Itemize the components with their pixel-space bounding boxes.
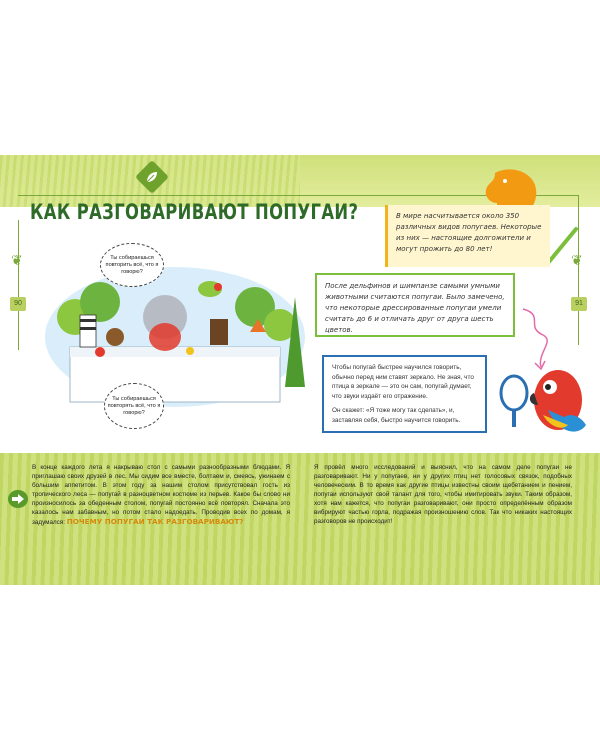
page-number-left: 90	[10, 297, 26, 311]
book-spread	[0, 155, 600, 585]
frame-line-left-vertical	[18, 220, 19, 350]
body-text-right: Я провёл много исследований и выяснил, что на самом деле попугаи не разговаривают. Ни у попугаев, ни у других птиц нет голосовых связок, подобных человеческим. В то время как другие птицы известны своим щебетанием и пением, попугаи используют свой талант для того, чтобы имитировать звуки. Таким образом, хотя нам кажется, что попугаи разговаривают, они просто определённым образом вибрируют частью горла, подражая произношению слов. Так что никаких настоящих разговоров не происходит!	[314, 464, 572, 525]
frame-line-right-vertical	[578, 195, 579, 345]
sprig-icon-right: ❦	[571, 252, 583, 268]
speech-bubble-bottom: Ты собираешься повторять всё, что я говорю?	[104, 383, 164, 429]
page-number-right: 91	[571, 297, 587, 311]
body-left-text: В конце каждого лета я накрываю стол с самыми разнообразными блюдами. Я приглашаю своих друзей в лес. Мы сидим все вместе, болтаем и, смеясь, ужинаем с большим аппетитом. В этом году за нашим столом присутствовал гость из тропического леса — попугай в разноцветном костюме из перьев. Какое бы слово ни произносилось за обеденным столом, попугай постоянно всё повторял. Сначала это казалось нам забавным, но потом стало надоедать. Проводив всех по домам, я задумался:	[32, 464, 290, 526]
parrot-with-mirror-illustration	[488, 355, 593, 445]
speech-bubble-top: Ты собираешься повторить всё, что я говорю?	[100, 243, 164, 287]
body-text-left	[32, 463, 290, 527]
forest-dinner-illustration	[40, 237, 310, 437]
page-title: КАК РАЗГОВАРИВАЮТ ПОПУГАИ?	[30, 200, 359, 224]
arrow-right-icon	[8, 490, 28, 508]
body-left-highlight: ПОЧЕМУ ПОПУГАИ ТАК РАЗГОВАРИВАЮТ?	[66, 517, 244, 526]
fact-card-mirror	[322, 355, 487, 433]
sprig-icon-left: ❦	[11, 252, 23, 268]
fact-mirror-paragraph-1: Чтобы попугай быстрее научился говорить, обычно перед ним ставят зеркало. Не зная, что птица в зеркале — это он сам, попугай думает, что звуки издаёт его отражение.	[332, 364, 474, 400]
fact-mirror-paragraph-2: Он скажет: «Я тоже могу так сделать», и, заставляя себя, быстро научится говорить.	[332, 407, 461, 424]
fact-card-intelligence: После дельфинов и шимпанзе самыми умными животными считаются попугаи. Было замечено, что некоторые дрессированные попугаи умели считать до 6 и отличать друг от друга шесть цветов.	[315, 273, 515, 337]
fact-card-species: В мире насчитывается около 350 различных видов попугаев. Некоторые из них — настоящие долгожители и могут прожить до 80 лет!	[385, 205, 550, 267]
